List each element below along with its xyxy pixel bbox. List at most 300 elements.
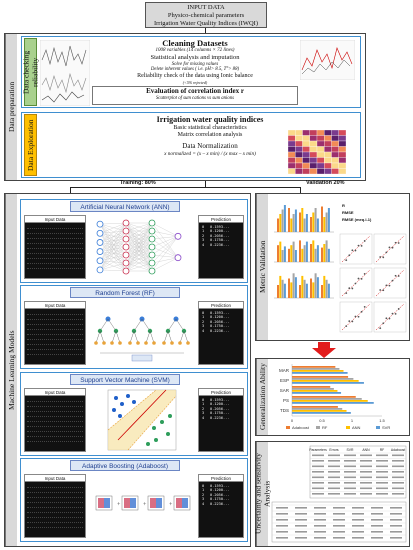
heatmap-cell: [310, 158, 317, 164]
generalization-category: SAR: [279, 388, 289, 393]
table-cell: [314, 519, 326, 521]
plots-left-thumbnail: [40, 40, 90, 106]
table-row: [27, 240, 83, 244]
scatter-point: [364, 240, 366, 242]
table-row: [27, 494, 83, 498]
scatter-point: [355, 316, 357, 318]
generalization-bar: [292, 386, 330, 388]
prediction-value: 0.1593...: [210, 225, 230, 229]
table-cell: [328, 455, 340, 457]
table-row: [27, 418, 83, 422]
table-cell: [371, 525, 383, 527]
heatmap-cell: [288, 163, 295, 169]
metric-bar: [288, 249, 290, 262]
prediction-index: 4: [202, 328, 205, 333]
heatmap-cell: [339, 152, 346, 158]
training-label: Training: 80%: [120, 180, 156, 186]
prediction-index: 2: [202, 319, 205, 324]
data-preparation-label: Data preparation: [5, 34, 17, 180]
cleaning-text: [92, 38, 298, 85]
table-cell: [312, 466, 324, 468]
table-cell: [295, 525, 307, 527]
scatter-point: [382, 256, 384, 258]
uncertainty-label: Uncertainty and sensitivity Analysis: [256, 442, 268, 546]
table-cell: [371, 513, 383, 515]
prediction-values: [199, 223, 243, 249]
table-cell: [314, 513, 326, 515]
heatmap-cell: [317, 169, 324, 175]
scatter-point: [389, 285, 391, 287]
generalization-bars-graphic: [270, 362, 408, 434]
table-row: [27, 509, 83, 513]
metric-bar: [326, 240, 328, 262]
table-cell: [312, 477, 324, 479]
generalization-category: TDS: [280, 408, 289, 413]
heatmap-cell: [288, 158, 295, 164]
prediction-index: 0: [202, 311, 205, 315]
ann-diagram: [90, 215, 194, 279]
adaboost-prediction-table: [198, 474, 244, 538]
prediction-index: 0: [202, 398, 205, 402]
heatmap-cell: [332, 169, 339, 175]
table-cell: [390, 513, 402, 515]
prediction-value: 0.1593...: [210, 398, 230, 402]
input-data-box: [145, 2, 267, 28]
generalization-bar: [292, 372, 348, 374]
prediction-values: [199, 309, 243, 335]
table-cell: [344, 471, 356, 473]
adaboost-input-table: [24, 474, 86, 538]
reliability-label: Data checking reliability: [24, 38, 37, 106]
table-cell: [328, 493, 340, 495]
table-row: [27, 311, 83, 315]
metric-bar: [312, 240, 314, 262]
prediction-value: 0.2056...: [210, 492, 230, 497]
table-row: [27, 331, 83, 335]
table-cell: [360, 471, 372, 473]
table-row: [27, 504, 83, 508]
table-cell: [328, 460, 340, 462]
heatmap-cell: [332, 152, 339, 158]
scatter-point: [355, 250, 357, 252]
table-row: [27, 341, 83, 345]
scatter-point: [345, 292, 347, 294]
heatmap-cell: [303, 158, 310, 164]
prediction-label: Prediction: [199, 389, 243, 396]
table-row: [27, 398, 83, 402]
scatter-point: [389, 247, 391, 249]
heatmap-cell: [295, 147, 302, 153]
generalization-bar: [292, 388, 334, 390]
table-cell: [276, 507, 288, 509]
table-cell: [360, 488, 372, 490]
plots-right-thumbnail: [300, 40, 355, 80]
metric-bar: [299, 213, 301, 233]
prediction-value: 0.2056...: [210, 406, 230, 411]
generalization-bar: [292, 368, 339, 370]
metric-bar: [328, 284, 330, 298]
input-rows: [25, 396, 85, 444]
table-cell: [312, 488, 324, 490]
table-cell: [333, 531, 345, 533]
generalization-category: MAR: [279, 368, 289, 373]
table-cell: [390, 531, 402, 533]
prediction-value: 0.1593...: [210, 484, 230, 488]
prediction-value: 0.1200...: [210, 488, 230, 493]
prediction-values: [199, 396, 243, 422]
generalization-bar: [292, 408, 342, 410]
heatmap-cell: [295, 130, 302, 136]
validation-label: Validation 20%: [306, 180, 345, 186]
metric-bar: [279, 214, 281, 232]
heatmap-cell: [303, 147, 310, 153]
table-row: [27, 235, 83, 239]
metric-bar: [290, 282, 292, 298]
heatmap-cell: [324, 136, 331, 142]
generalization-bar: [292, 390, 337, 392]
scatter-point: [385, 317, 387, 319]
generalization-bar: [292, 410, 347, 412]
prediction-index: 3: [202, 324, 205, 329]
metric-bar: [284, 205, 286, 232]
prediction-index: 3: [202, 411, 205, 416]
cleaning-title: Cleaning Datasets: [162, 38, 228, 48]
generalization-tick: 1: [350, 418, 354, 423]
heatmap-cell: [317, 163, 324, 169]
metric-bar: [304, 280, 306, 298]
generalization-category: PS: [282, 398, 289, 403]
table-cell: [371, 537, 383, 539]
table-row: [27, 499, 83, 503]
normalization-formula: x normalized = (x – x min) / (x max – x min): [164, 151, 256, 157]
legend-swatch: [376, 426, 380, 429]
heatmap-cell: [324, 158, 331, 164]
table-cell: [276, 537, 288, 539]
generalization-bar: [292, 412, 351, 414]
metric-bar: [284, 246, 286, 262]
table-row: [27, 321, 83, 325]
uncertainty-tables: [270, 444, 408, 544]
table-cell: [295, 513, 307, 515]
input-data-title: INPUT DATA: [187, 4, 225, 11]
metric-bar: [310, 217, 312, 232]
metric-bar: [310, 244, 312, 262]
table-cell: [376, 482, 388, 484]
iwqi-text: [110, 115, 310, 158]
metric-bar: [304, 219, 306, 233]
rf-input-table: [24, 301, 86, 365]
table-cell: [312, 455, 324, 457]
table-cell: [344, 455, 356, 457]
metric-bar: [321, 285, 323, 298]
table-row: [27, 489, 83, 493]
table-cell: [312, 493, 324, 495]
metric-bar: [295, 250, 297, 262]
generalization-bar: [292, 398, 362, 400]
metric-bar: [277, 219, 279, 233]
table-cell: [392, 466, 404, 468]
scatter-point: [361, 278, 363, 280]
metric-rmse-norm-label: RMSE (meq.l-1): [342, 217, 372, 222]
metric-bar: [277, 285, 279, 298]
metric-bar: [301, 249, 303, 262]
table-row: [27, 351, 83, 355]
generalization-bar: [292, 380, 359, 382]
scatter-point: [389, 318, 391, 320]
prediction-value: 0.2236...: [210, 328, 230, 333]
metric-bar: [326, 213, 328, 233]
table-cell: [360, 482, 372, 484]
generalization-label: Generalization Ability: [256, 359, 268, 435]
input-data-label: Input Data: [25, 216, 85, 223]
prediction-index: 1: [202, 229, 205, 234]
table-row: [27, 326, 83, 330]
table-cell: [314, 525, 326, 527]
svg-text:+: +: [143, 502, 147, 508]
generalization-bar: [292, 378, 353, 380]
table-row: [27, 230, 83, 234]
metric-bar: [284, 284, 286, 298]
heatmap-cell: [288, 136, 295, 142]
table-header: RF: [379, 448, 385, 452]
normalization-title: Data Normalization: [182, 142, 238, 150]
metric-bar: [317, 277, 319, 298]
table-cell: [328, 477, 340, 479]
generalization-tick: 0.5: [319, 418, 325, 423]
table-row: [27, 346, 83, 350]
ann-input-table: [24, 215, 86, 279]
metric-bar: [277, 245, 279, 262]
cleaning-subtitle: 1008 variables (14 columns × 72 lines): [155, 48, 235, 53]
red-arrow-icon: [312, 342, 336, 358]
input-rows: [25, 482, 85, 530]
metric-bar: [299, 240, 301, 262]
prediction-values: [199, 482, 243, 508]
heatmap-cell: [288, 130, 295, 136]
iwqi-title: Irrigation water quality indices: [156, 115, 264, 124]
heatmap-cell: [339, 130, 346, 136]
input-data-subtitle-2: Irrigation Water Quality Indices (IWQI): [153, 19, 259, 27]
metric-bar: [323, 276, 325, 298]
table-cell: [276, 513, 288, 515]
table-cell: [333, 507, 345, 509]
table-cell: [352, 519, 364, 521]
legend-label: RF: [322, 425, 328, 430]
scatter-point: [361, 311, 363, 313]
prediction-index: 2: [202, 492, 205, 497]
rf-diagram: [90, 301, 194, 365]
metric-bar: [306, 284, 308, 298]
metric-bar: [315, 273, 317, 298]
metric-bar: [306, 214, 308, 232]
table-cell: [371, 519, 383, 521]
heatmap-cell: [339, 169, 346, 175]
correlation-title: Evaluation of correlation index r: [146, 87, 244, 95]
table-cell: [295, 519, 307, 521]
heatmap-cell: [332, 130, 339, 136]
correlation-box: [92, 86, 298, 105]
metric-bar: [321, 248, 323, 262]
adaboost-diagram-graphic: [90, 474, 194, 538]
table-cell: [314, 507, 326, 509]
input-data-subtitle: Physico-chemical parameters: [167, 11, 245, 19]
heatmap-cell: [295, 163, 302, 169]
table-cell: [390, 537, 402, 539]
scatter-point: [385, 284, 387, 286]
table-row: [27, 250, 83, 254]
legend-label: ANN: [352, 425, 361, 430]
sensitivity-table: [310, 446, 406, 498]
metric-bar: [304, 245, 306, 262]
scatter-point: [392, 280, 394, 282]
metric-bar: [326, 280, 328, 298]
statistics-subtitle: Solve for missing values: [171, 61, 219, 67]
metric-bar: [301, 208, 303, 232]
scatter-point: [361, 245, 363, 247]
metric-bar: [312, 282, 314, 298]
heatmap-cell: [303, 152, 310, 158]
table-header: ANN: [362, 448, 370, 452]
heatmap-cell: [303, 163, 310, 169]
table-cell: [352, 507, 364, 509]
heatmap-cell: [324, 141, 331, 147]
table-cell: [312, 460, 324, 462]
scatter-point: [348, 320, 350, 322]
table-cell: [360, 455, 372, 457]
metric-rmse-label: RMSE: [342, 210, 354, 215]
heatmap-cell: [324, 169, 331, 175]
heatmap-cell: [324, 147, 331, 153]
table-row: [27, 408, 83, 412]
table-cell: [352, 513, 364, 515]
table-cell: [333, 519, 345, 521]
heatmap-cell: [310, 169, 317, 175]
heatmap-cell: [303, 136, 310, 142]
metric-bar: [299, 285, 301, 298]
heatmap-cell: [288, 169, 295, 175]
ann-diagram-graphic: [90, 215, 194, 279]
metric-bar: [288, 208, 290, 232]
metric-bar: [282, 280, 284, 298]
table-cell: [390, 525, 402, 527]
metric-bar: [282, 250, 284, 262]
table-row: [27, 423, 83, 427]
metric-validation-label: Metric Validation: [256, 194, 268, 340]
prediction-row: [202, 502, 240, 506]
heatmap-cell: [295, 152, 302, 158]
metric-validation-charts: [270, 196, 408, 338]
table-cell: [344, 493, 356, 495]
table-header: Parameters: [309, 448, 327, 452]
table-row: [27, 433, 83, 437]
heatmap-cell: [317, 147, 324, 153]
table-header: Adaboost: [390, 448, 406, 452]
generalization-tick: 0: [290, 418, 294, 423]
metric-bar: [279, 242, 281, 262]
metric-bar: [315, 208, 317, 232]
input-rows: [25, 223, 85, 271]
correlation-subtitle: Scatterplot of sum cations vs sum anions: [155, 96, 235, 101]
scatter-point: [392, 247, 394, 249]
scatter-point: [382, 322, 384, 324]
generalization-bar: [292, 366, 335, 368]
table-cell: [328, 466, 340, 468]
table-cell: [312, 482, 324, 484]
prediction-value: 0.1200...: [210, 315, 230, 320]
metric-bar: [293, 273, 295, 298]
metric-bar: [293, 214, 295, 232]
prediction-value: 0.2056...: [210, 233, 230, 238]
heatmap-cell: [324, 163, 331, 169]
heatmap-cell: [288, 152, 295, 158]
metric-bar: [321, 207, 323, 233]
iwqi-line-1: Basic statistical characteristics: [173, 125, 247, 131]
legend-swatch: [286, 426, 290, 429]
scatter-point: [395, 275, 397, 277]
prediction-value: 0.2056...: [210, 319, 230, 324]
scatter-point: [382, 289, 384, 291]
table-cell: [376, 455, 388, 457]
table-row: [27, 428, 83, 432]
generalization-bar: [292, 396, 356, 398]
input-data-label: Input Data: [25, 389, 85, 396]
heatmap-cell: [339, 136, 346, 142]
table-cell: [295, 507, 307, 509]
prediction-index: 0: [202, 484, 205, 488]
metric-bar: [295, 277, 297, 298]
prediction-value: 0.1200...: [210, 402, 230, 407]
metric-bar: [295, 210, 297, 233]
metric-bar: [290, 219, 292, 233]
scatter-point: [358, 245, 360, 247]
scatter-point: [379, 327, 381, 329]
table-cell: [376, 493, 388, 495]
heatmap-cell: [310, 130, 317, 136]
iwqi-line-2: Matrix correlation analysis: [177, 132, 243, 138]
prediction-value: 0.2236...: [210, 415, 230, 420]
metric-bar: [323, 244, 325, 262]
scatter-point: [398, 275, 400, 277]
table-cell: [344, 466, 356, 468]
table-cell: [276, 525, 288, 527]
scatter-point: [348, 254, 350, 256]
heatmap-cell: [339, 141, 346, 147]
table-cell: [328, 488, 340, 490]
generalization-bar: [292, 376, 348, 378]
table-cell: [333, 513, 345, 515]
table-cell: [376, 466, 388, 468]
prediction-index: 1: [202, 488, 205, 493]
metric-bar: [301, 276, 303, 298]
legend-swatch: [316, 426, 320, 429]
generalization-bar: [292, 406, 338, 408]
heatmap-cell: [317, 136, 324, 142]
svm-prediction-table: [198, 388, 244, 452]
red-down-arrow: [312, 342, 336, 358]
table-cell: [392, 493, 404, 495]
table-row: [27, 260, 83, 264]
heatmap-cell: [295, 158, 302, 164]
metric-bar: [293, 242, 295, 262]
table-cell: [371, 531, 383, 533]
prediction-index: 4: [202, 242, 205, 247]
table-cell: [276, 531, 288, 533]
table-row: [27, 403, 83, 407]
table-cell: [295, 531, 307, 533]
svg-text:+: +: [117, 502, 121, 508]
table-cell: [295, 537, 307, 539]
prediction-index: 3: [202, 238, 205, 243]
